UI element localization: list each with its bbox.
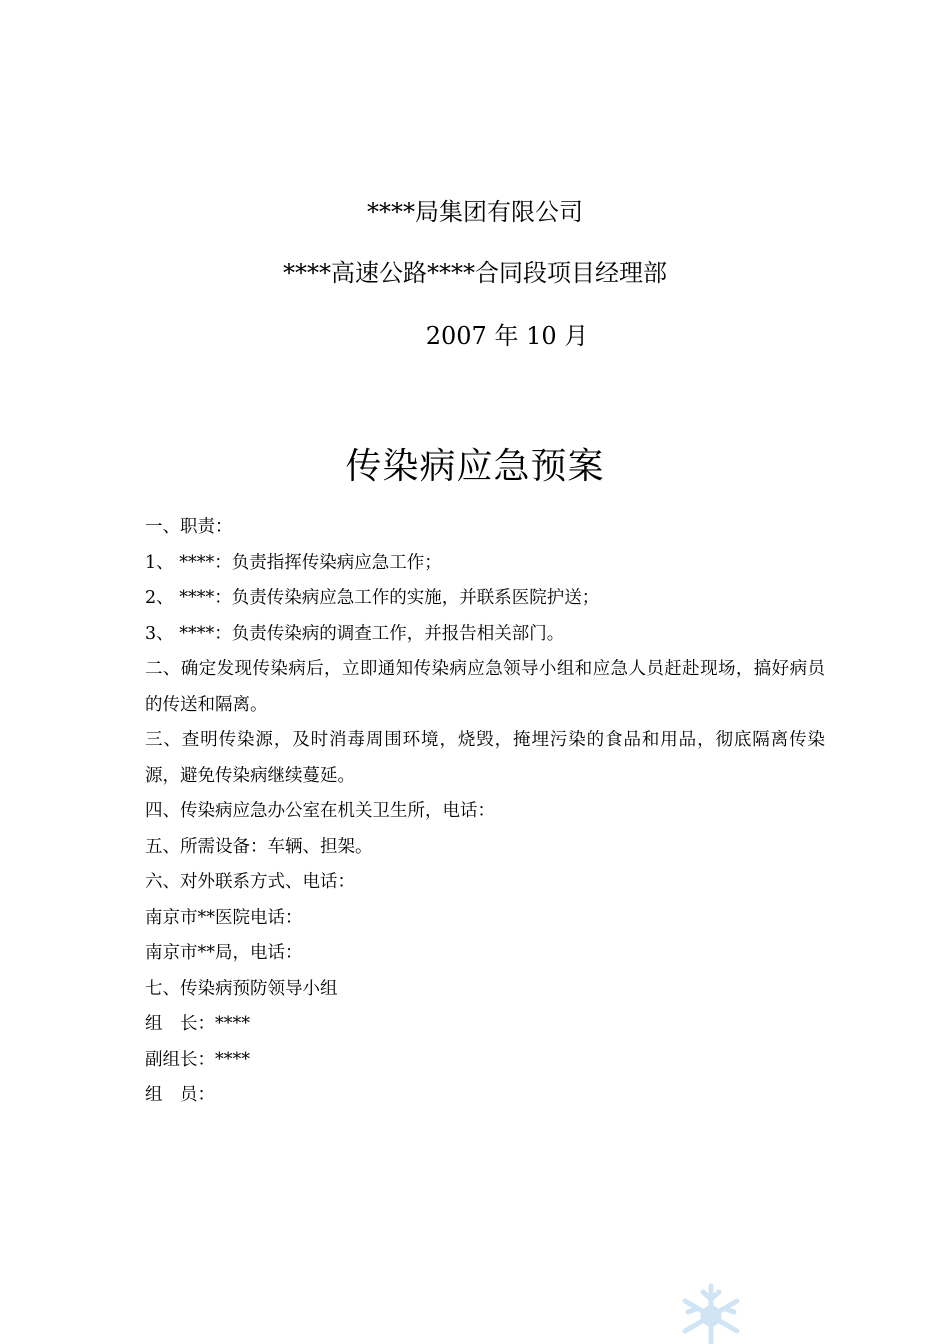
bureau-phone-line: 南京市**局，电话： bbox=[145, 943, 303, 963]
hospital-phone-line: 南京市**医院电话： bbox=[145, 907, 303, 928]
section-three-paragraph: 三、查明传染源，及时消毒周围环境，烧毁，掩埋污染的食品和用品，彻底隔离传染源，避免传染病继续蔓延。 bbox=[145, 730, 825, 786]
deputy-leader-line: 副组长：**** bbox=[145, 1049, 250, 1070]
duty-item-3: 3、 ****：负责传染病的调查工作，并报告相关部门。 bbox=[145, 623, 565, 644]
section-two-paragraph: 二、确定发现传染病后，立即通知传染病应急领导小组和应急人员赶赴现场，搞好病员的传送和隔离。 bbox=[145, 659, 825, 715]
group-leader-line: 组 长：**** bbox=[145, 1014, 250, 1034]
snowflake-watermark-icon bbox=[676, 1282, 746, 1344]
section-seven-heading: 七、传染病预防领导小组 bbox=[145, 978, 338, 999]
section-five-paragraph: 五、所需设备：车辆、担架。 bbox=[145, 836, 373, 857]
section-duties-heading: 一、职责： bbox=[145, 517, 233, 537]
section-six-paragraph: 六、对外联系方式、电话： bbox=[145, 872, 355, 892]
document-body bbox=[145, 510, 825, 1114]
duty-item-1: 1、 ****：负责指挥传染病应急工作； bbox=[145, 552, 442, 573]
company-name: ****局集团有限公司 bbox=[367, 198, 583, 226]
duty-item-2: 2、 ****：负责传染病应急工作的实施，并联系医院护送； bbox=[145, 588, 600, 608]
section-four-paragraph: 四、传染病应急办公室在机关卫生所，电话： bbox=[145, 801, 495, 821]
department-name: ****高速公路****合同段项目经理部 bbox=[283, 259, 667, 287]
group-members-line: 组 员： bbox=[145, 1085, 215, 1105]
document-date: 2007 年 10 月 bbox=[425, 322, 589, 350]
document-title: 传染病应急预案 bbox=[345, 446, 605, 487]
